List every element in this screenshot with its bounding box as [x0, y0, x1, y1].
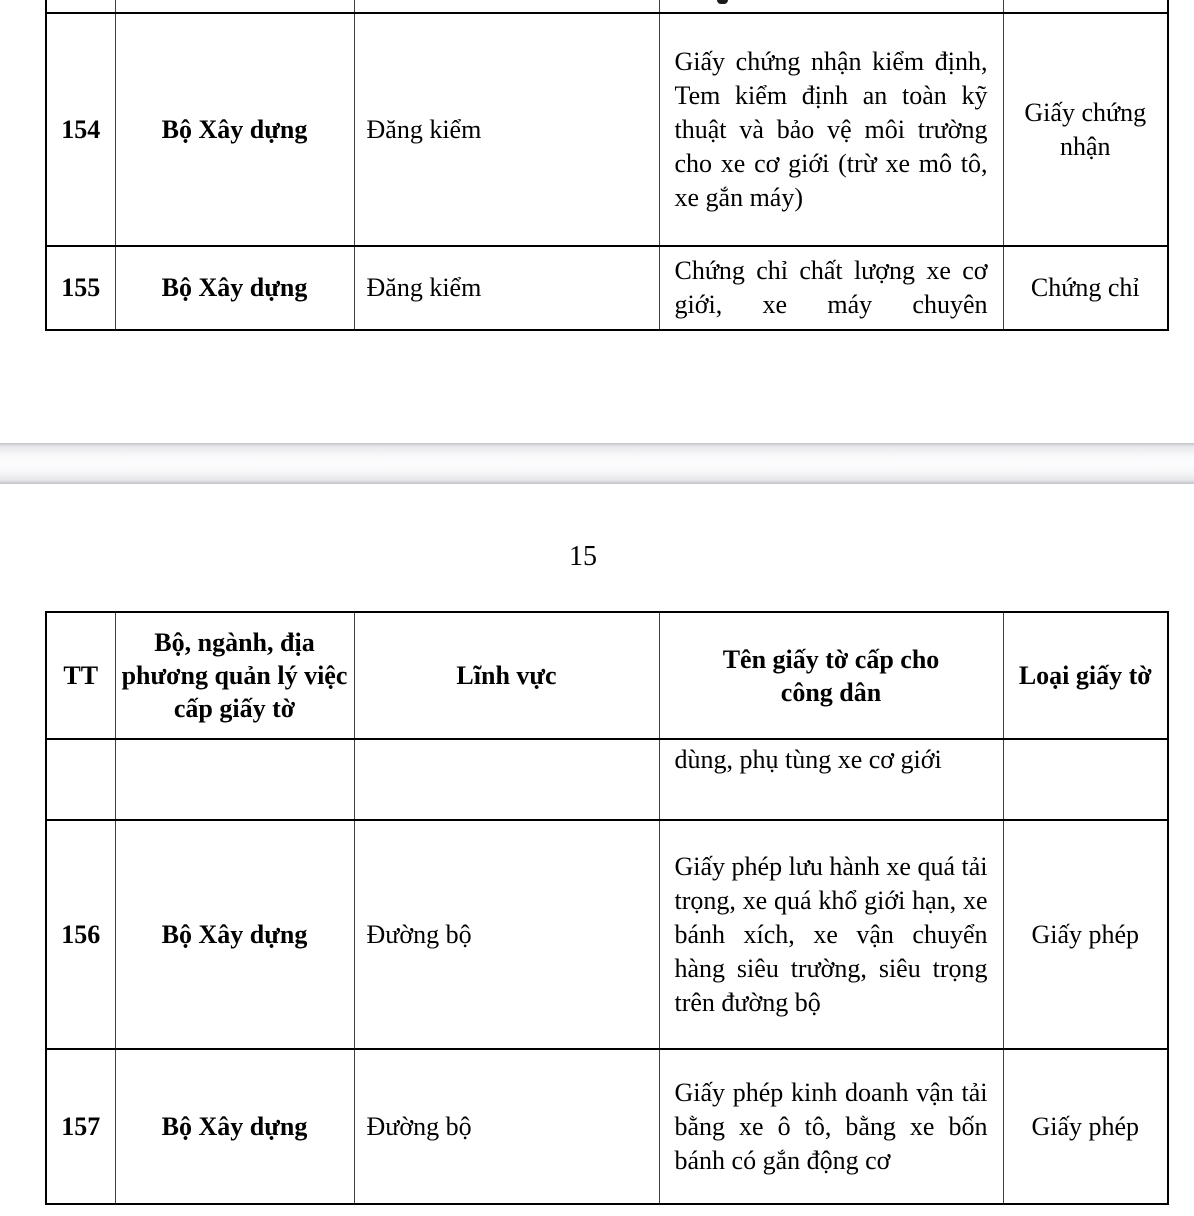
page-number: 15 — [569, 541, 597, 572]
field-cell-empty — [354, 0, 659, 13]
doc-name-cell: Giấy chứng nhận kiểm định, Tem kiểm định an toàn kỹ thuật và bảo vệ môi trường cho xe cơ giới (trừ xe mô tô, xe gắn máy) — [659, 13, 1003, 246]
table-row-continuation — [46, 739, 1168, 820]
header-doc-name: Tên giấy tờ cấp cho công dân — [659, 612, 1003, 739]
header-agency: Bộ, ngành, địa phương quản lý việc cấp giấy tờ — [115, 612, 354, 739]
agency-cell: Bộ Xây dựng — [115, 1049, 354, 1204]
tt-cell: 157 — [46, 1049, 115, 1204]
table-row-154 — [46, 13, 1168, 246]
tt-cell-empty — [46, 739, 115, 820]
header-field: Lĩnh vực — [354, 612, 659, 739]
field-cell: Đường bộ — [354, 820, 659, 1049]
doc-type-cell-empty — [1003, 0, 1168, 13]
page-break-separator — [0, 443, 1194, 484]
field-cell-empty — [354, 739, 659, 820]
table-row-cutoff — [46, 0, 1168, 13]
doc-name-cell-cutoff — [659, 0, 1003, 13]
agency-cell-empty — [115, 739, 354, 820]
doc-name-cell-continuation: dùng, phụ tùng xe cơ giới — [659, 739, 1003, 820]
cut-off-text-fragment — [717, 0, 728, 4]
doc-type-cell: Giấy chứng nhận — [1003, 13, 1168, 246]
tt-cell: 156 — [46, 820, 115, 1049]
tt-cell-empty — [46, 0, 115, 13]
doc-name-cell: Chứng chỉ chất lượng xe cơ giới, xe máy chuyên — [659, 246, 1003, 330]
doc-type-cell: Giấy phép — [1003, 1049, 1168, 1204]
documents-table-top-fragment — [45, 0, 1169, 331]
doc-type-cell: Giấy phép — [1003, 820, 1168, 1049]
doc-name-cell: Giấy phép lưu hành xe quá tải trọng, xe quá khổ giới hạn, xe bánh xích, xe vận chuyển hàng siêu trường, siêu trọng trên đường bộ — [659, 820, 1003, 1049]
agency-cell: Bộ Xây dựng — [115, 820, 354, 1049]
table-row-157 — [46, 1049, 1168, 1204]
field-cell: Đường bộ — [354, 1049, 659, 1204]
table-row-156 — [46, 820, 1168, 1049]
documents-table-page15 — [45, 611, 1169, 1205]
agency-cell: Bộ Xây dựng — [115, 13, 354, 246]
tt-cell: 155 — [46, 246, 115, 330]
doc-name-cell: Giấy phép kinh doanh vận tải bằng xe ô tô, bằng xe bốn bánh có gắn động cơ — [659, 1049, 1003, 1204]
doc-type-cell-empty — [1003, 739, 1168, 820]
header-tt: TT — [46, 612, 115, 739]
tt-cell: 154 — [46, 13, 115, 246]
agency-cell: Bộ Xây dựng — [115, 246, 354, 330]
table-row-155 — [46, 246, 1168, 330]
doc-type-cell: Chứng chỉ — [1003, 246, 1168, 330]
table-header-row — [46, 612, 1168, 739]
field-cell: Đăng kiểm — [354, 13, 659, 246]
field-cell: Đăng kiểm — [354, 246, 659, 330]
header-doc-type: Loại giấy tờ — [1003, 612, 1168, 739]
agency-cell-empty — [115, 0, 354, 13]
